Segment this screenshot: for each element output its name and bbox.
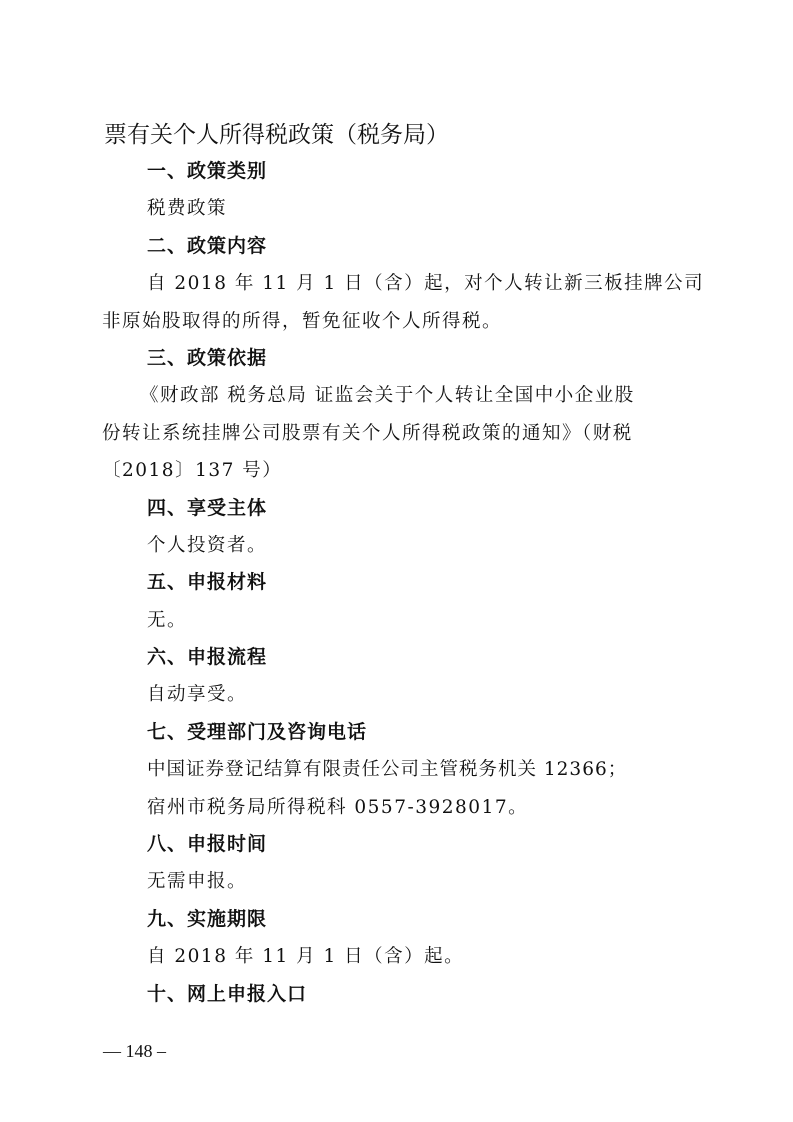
section-policy-content — [102, 228, 705, 340]
section-text: 税费政策 — [147, 198, 228, 220]
section-online-filing-entry — [147, 976, 692, 1013]
section-text: 自 2018 年 11 月 1 日（含）起。 — [147, 946, 465, 968]
page-title: 票有关个人所得税政策（税务局） — [104, 122, 449, 148]
section-text: 自动享受。 — [147, 684, 248, 706]
section-filing-time — [147, 826, 692, 901]
section-implementation-period — [147, 901, 692, 976]
page-number: — 148 – — [103, 1041, 166, 1061]
section-heading: 十、网上申报入口 — [147, 982, 308, 1005]
section-text: 中国证券登记结算有限责任公司主管税务机关 12366； — [147, 759, 628, 781]
section-text: 自 2018 年 11 月 1 日（含）起，对个人转让新三板挂牌公司 — [147, 273, 705, 295]
section-text: 〔2018〕137 号） — [102, 460, 283, 482]
section-text: 《财政部 税务总局 证监会关于个人转让全国中小企业股 — [140, 385, 635, 407]
section-heading: 二、政策内容 — [147, 234, 268, 257]
section-filing-process — [147, 639, 692, 714]
section-heading: 五、申报材料 — [147, 571, 268, 594]
section-heading: 三、政策依据 — [147, 346, 268, 369]
section-heading: 七、受理部门及咨询电话 — [147, 720, 368, 743]
section-heading: 四、享受主体 — [147, 496, 268, 519]
section-department-contact — [147, 714, 692, 826]
section-filing-materials — [147, 564, 692, 639]
section-text: 个人投资者。 — [147, 534, 268, 556]
document-body — [102, 153, 705, 1013]
section-text: 无需申报。 — [147, 871, 248, 893]
section-text: 无。 — [147, 609, 188, 631]
section-eligible-subject — [147, 490, 692, 565]
section-policy-basis — [102, 340, 692, 490]
section-heading: 六、申报流程 — [147, 646, 268, 669]
section-heading: 八、申报时间 — [147, 833, 268, 856]
section-heading: 一、政策类别 — [147, 160, 268, 182]
section-text: 份转让系统挂牌公司股票有关个人所得税政策的通知》（财税 — [102, 422, 633, 444]
section-text: 非原始股取得的所得，暂免征收个人所得税。 — [102, 310, 503, 332]
section-policy-category — [147, 153, 692, 228]
section-heading: 九、实施期限 — [147, 907, 268, 930]
section-text: 宿州市税务局所得税科 0557-3928017。 — [147, 796, 529, 818]
